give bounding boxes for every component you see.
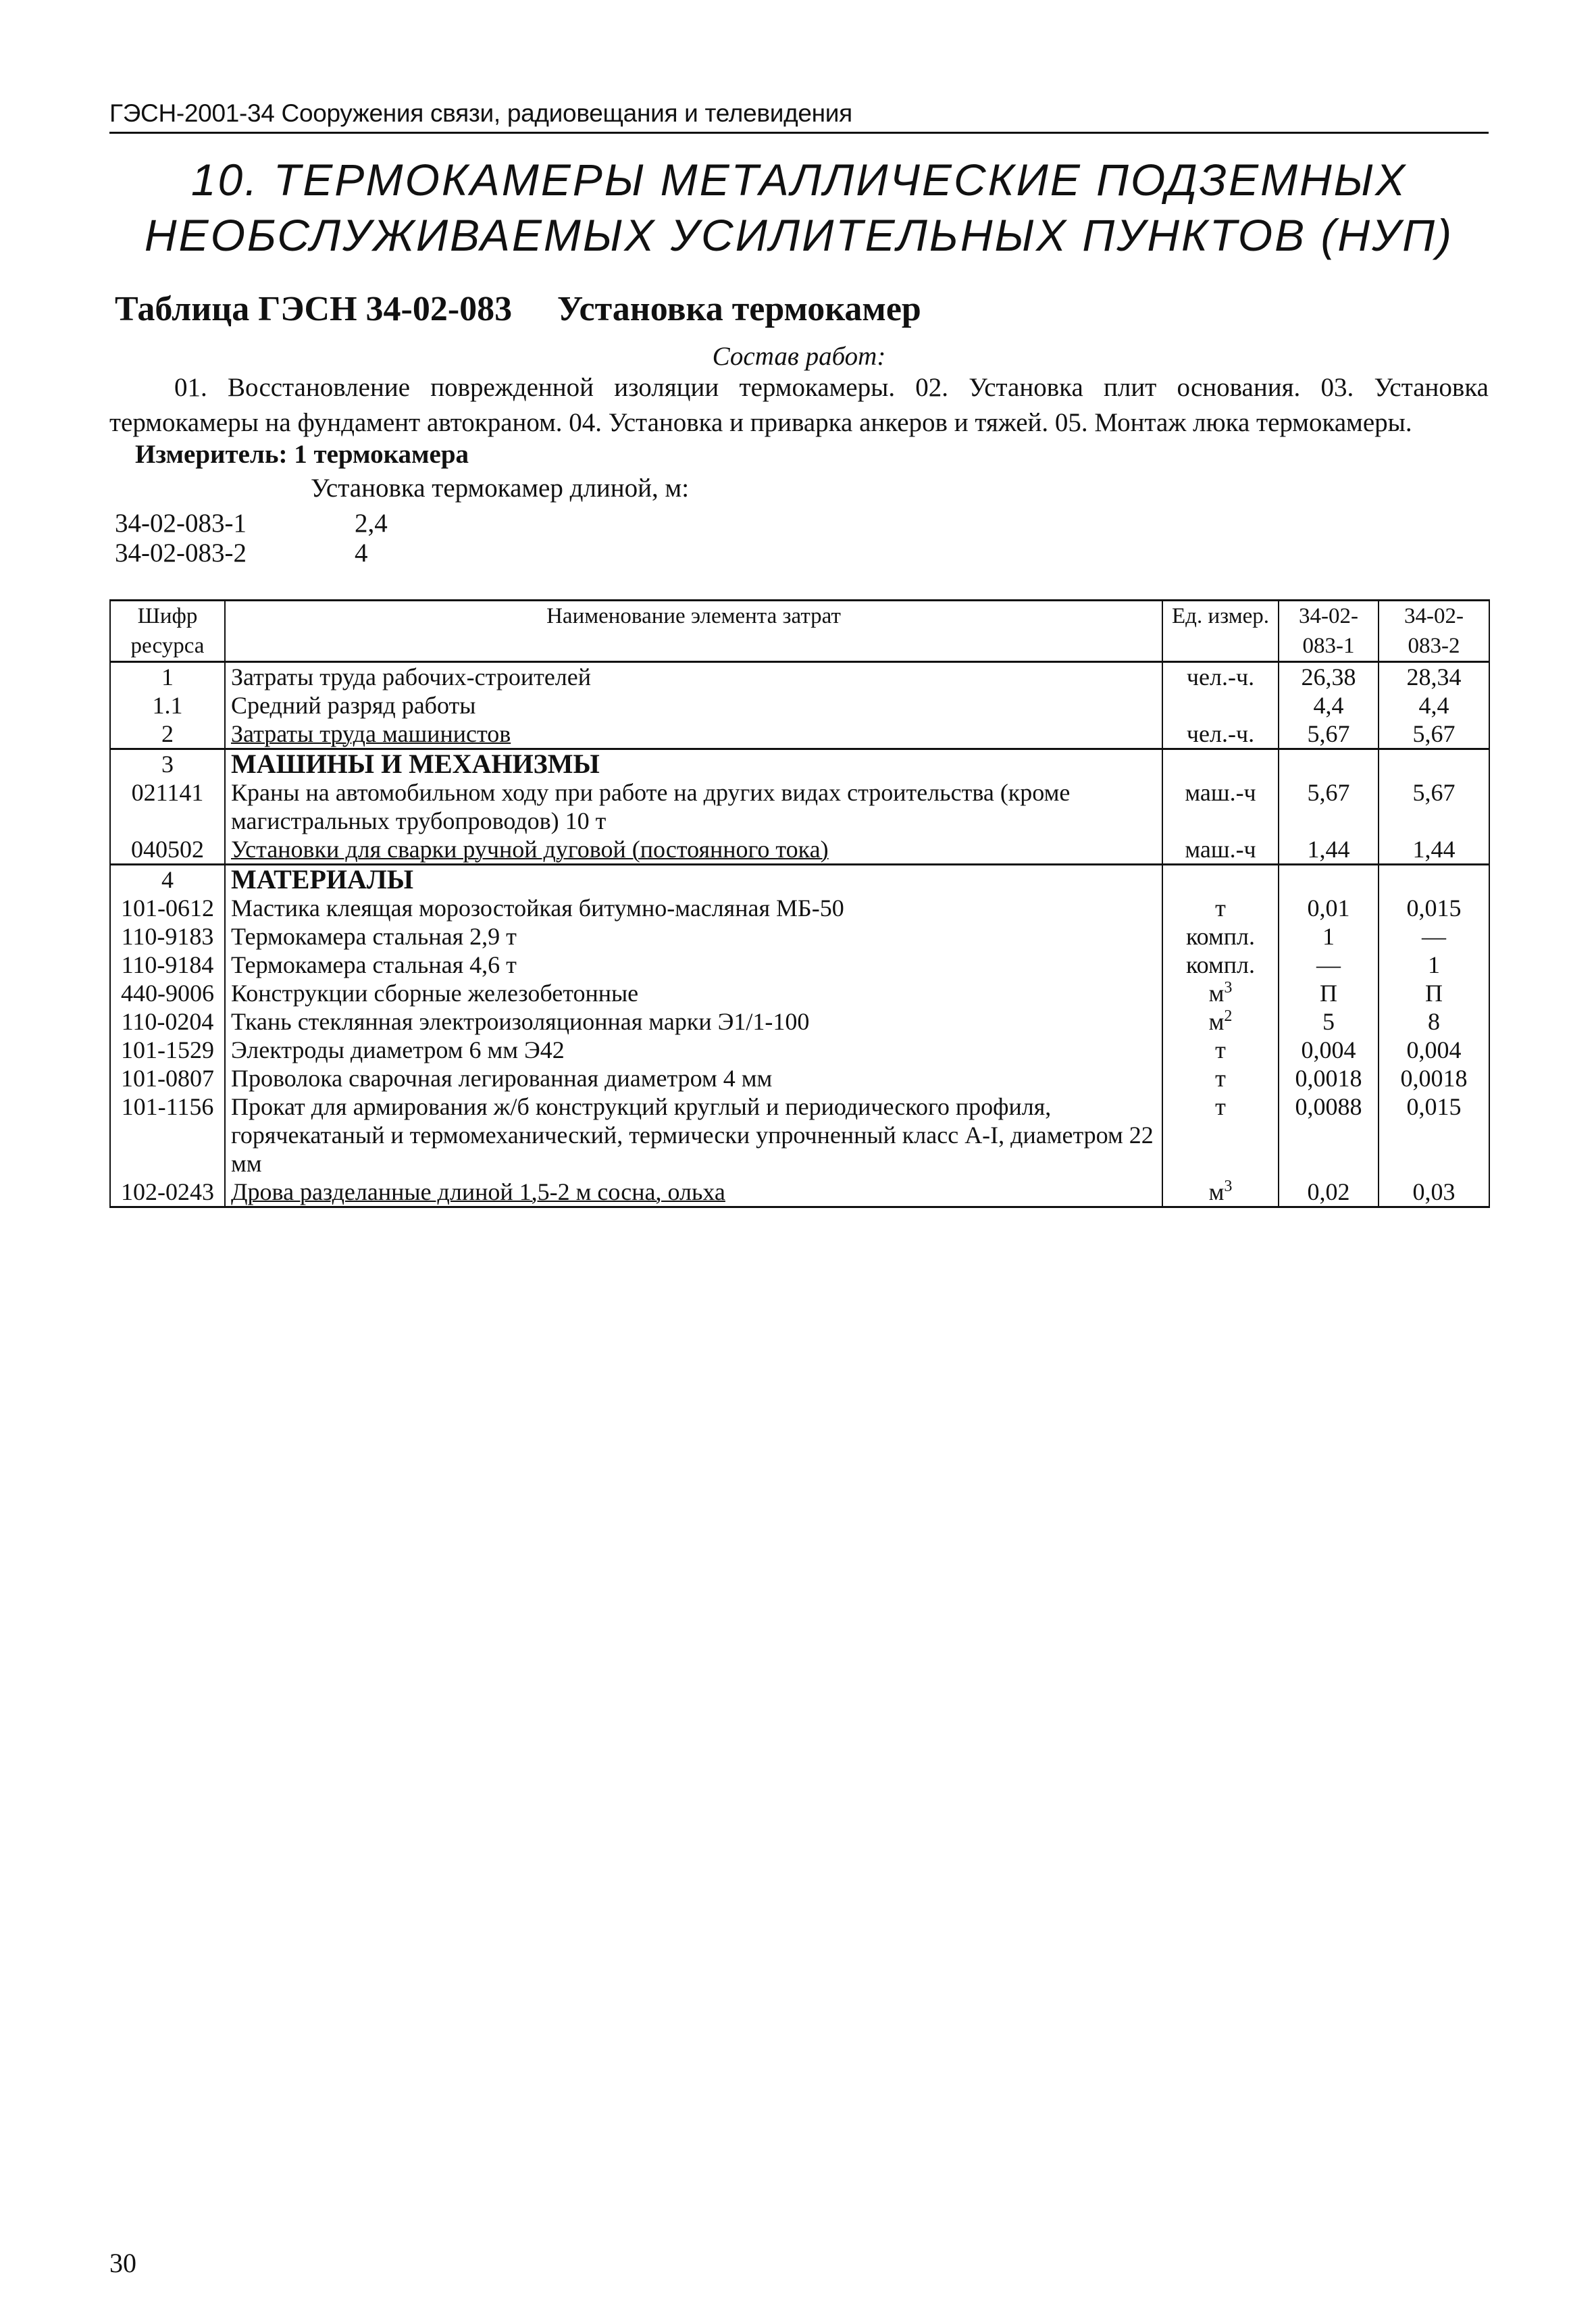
resource-code: 021141 <box>110 778 225 835</box>
value-col-2: 1 <box>1379 951 1489 979</box>
value-col-1: 5,67 <box>1279 720 1379 749</box>
resource-code: 110-9183 <box>110 922 225 951</box>
unit-exponent: 3 <box>1224 1178 1233 1195</box>
value-col-2: 5,67 <box>1379 778 1489 835</box>
resource-code: 101-0612 <box>110 894 225 922</box>
page-number: 30 <box>109 2248 136 2278</box>
resource-unit <box>1162 894 1279 922</box>
value-col-2: 0,03 <box>1379 1178 1489 1207</box>
unit-text: м <box>1208 1008 1225 1035</box>
table-row <box>110 1007 1489 1036</box>
table-header-row <box>110 601 1489 662</box>
value-col-1: 0,02 <box>1279 1178 1379 1207</box>
table-row <box>110 951 1489 979</box>
resource-unit <box>1162 1178 1279 1207</box>
value-col-1: 5,67 <box>1279 778 1379 835</box>
unit-text: м <box>1208 1178 1225 1205</box>
machines-group <box>110 749 1489 865</box>
resource-unit <box>1162 691 1279 720</box>
resource-unit <box>1162 951 1279 979</box>
resource-name: Затраты труда рабочих-строителей <box>225 662 1162 692</box>
table-row <box>110 1092 1489 1178</box>
group-title: МАШИНЫ И МЕХАНИЗМЫ <box>225 749 1162 779</box>
value-col-1: П <box>1279 979 1379 1007</box>
value-col-2: 28,34 <box>1379 662 1489 692</box>
resource-name: Прокат для армирования ж/б конструкций круглый и периодического профиля, горячекатаный и термомеханический, термически упрочненный класс А-I, диаметром 22 мм <box>225 1092 1162 1178</box>
resource-code: 1 <box>110 662 225 692</box>
value-col-1: 26,38 <box>1279 662 1379 692</box>
table-row <box>110 720 1489 749</box>
resource-name: Мастика клеящая морозостойкая битумно-масляная МБ-50 <box>225 894 1162 922</box>
value-col-1: 1 <box>1279 922 1379 951</box>
table-row <box>110 835 1489 865</box>
resource-name: Термокамера стальная 2,9 т <box>225 922 1162 951</box>
resource-name: Краны на автомобильном ходу при работе на других видах строительства (кроме магистральных трубопроводов) 10 т <box>225 778 1162 835</box>
resource-unit <box>1162 1007 1279 1036</box>
resource-unit <box>1162 922 1279 951</box>
unit-text: т <box>1215 1065 1226 1092</box>
value-col-2: 0,015 <box>1379 1092 1489 1178</box>
resource-code: 101-1156 <box>110 1092 225 1178</box>
table-name: Установка термокамер <box>557 290 921 328</box>
variant-code: 34-02-083-1 <box>115 509 247 538</box>
value-col-1: — <box>1279 951 1379 979</box>
value-col-1: 0,004 <box>1279 1036 1379 1064</box>
unit-text: м <box>1208 980 1225 1007</box>
variant-code: 34-02-083-2 <box>115 538 247 568</box>
resource-code: 101-0807 <box>110 1064 225 1092</box>
header-code: Шифр ресурса <box>110 601 225 662</box>
value-col-2: 0,015 <box>1379 894 1489 922</box>
variants-heading: Установка термокамер длиной, м: <box>311 474 690 503</box>
resource-unit: маш.-ч <box>1162 835 1279 865</box>
resource-unit <box>1162 1036 1279 1064</box>
unit-text: компл. <box>1186 951 1255 978</box>
resource-name: Электроды диаметром 6 мм Э42 <box>225 1036 1162 1064</box>
table-row <box>110 894 1489 922</box>
value-col-1: 0,0088 <box>1279 1092 1379 1178</box>
resource-unit <box>1162 1092 1279 1178</box>
unit-text: т <box>1215 895 1226 922</box>
value-col-1: 1,44 <box>1279 835 1379 865</box>
meter-label: Измеритель: 1 термокамера <box>135 440 469 469</box>
resource-unit: чел.-ч. <box>1162 720 1279 749</box>
group-title: МАТЕРИАЛЫ <box>225 865 1162 895</box>
resource-code: 040502 <box>110 835 225 865</box>
resource-unit <box>1162 1064 1279 1092</box>
resource-unit: маш.-ч <box>1162 778 1279 835</box>
resource-unit: чел.-ч. <box>1162 662 1279 692</box>
table-code: Таблица ГЭСН 34-02-083 <box>115 290 513 328</box>
value-col-2: 4,4 <box>1379 691 1489 720</box>
section-title-line-1: 10. ТЕРМОКАМЕРЫ МЕТАЛЛИЧЕСКИЕ ПОДЗЕМНЫХ <box>190 155 1408 205</box>
table-row <box>110 778 1489 835</box>
value-col-2: 1,44 <box>1379 835 1489 865</box>
value-col-2: 0,0018 <box>1379 1064 1489 1092</box>
group-title-row <box>110 865 1489 895</box>
resource-code: 110-0204 <box>110 1007 225 1036</box>
header-col-2: 34-02-083-2 <box>1379 601 1489 662</box>
resource-code: 102-0243 <box>110 1178 225 1207</box>
value-col-2: П <box>1379 979 1489 1007</box>
value-col-1: 5 <box>1279 1007 1379 1036</box>
value-col-1: 0,01 <box>1279 894 1379 922</box>
table-row <box>110 1036 1489 1064</box>
table-row <box>110 1178 1489 1207</box>
materials-group <box>110 865 1489 1207</box>
resource-code: 2 <box>110 720 225 749</box>
header-rule <box>109 132 1489 134</box>
table-row <box>110 922 1489 951</box>
resource-unit <box>1162 979 1279 1007</box>
table-row <box>110 1064 1489 1092</box>
work-composition-text: 01. Восстановление поврежденной изоляции термокамеры. 02. Установка плит основания. 03. Установка термокамеры на фундамент автокраном. 04. Установка и приварка анкеров и тяжей. 05. Монтаж люка термокамеры. <box>109 373 1489 437</box>
resource-cost-table <box>109 599 1490 1208</box>
group-title-row <box>110 749 1489 779</box>
resource-name: Дрова разделанные длиной 1,5-2 м сосна, ольха <box>225 1178 1162 1207</box>
value-col-2: — <box>1379 922 1489 951</box>
section-title-line-2: НЕОБСЛУЖИВАЕМЫХ УСИЛИТЕЛЬНЫХ ПУНКТОВ (НУП) <box>144 210 1454 260</box>
resource-code: 101-1529 <box>110 1036 225 1064</box>
value-col-1: 0,0018 <box>1279 1064 1379 1092</box>
value-col-2: 8 <box>1379 1007 1489 1036</box>
resource-code: 1.1 <box>110 691 225 720</box>
resource-name: Проволока сварочная легированная диаметром 4 мм <box>225 1064 1162 1092</box>
variant-value: 4 <box>355 538 368 568</box>
unit-text: т <box>1215 1093 1226 1120</box>
resource-name: Затраты труда машинистов <box>225 720 1162 749</box>
resource-code: 110-9184 <box>110 951 225 979</box>
unit-text: компл. <box>1186 923 1255 950</box>
resource-name: Средний разряд работы <box>225 691 1162 720</box>
table-row <box>110 979 1489 1007</box>
running-header: ГЭСН-2001-34 Сооружения связи, радиовещания и телевидения <box>109 99 852 127</box>
resource-code: 440-9006 <box>110 979 225 1007</box>
resource-name: Термокамера стальная 4,6 т <box>225 951 1162 979</box>
variant-value: 2,4 <box>355 509 388 538</box>
header-unit: Ед. измер. <box>1162 601 1279 662</box>
resource-name: Ткань стеклянная электроизоляционная марки Э1/1-100 <box>225 1007 1162 1036</box>
value-col-2: 0,004 <box>1379 1036 1489 1064</box>
header-col-1: 34-02-083-1 <box>1279 601 1379 662</box>
table-row <box>110 691 1489 720</box>
resource-name: Конструкции сборные железобетонные <box>225 979 1162 1007</box>
labor-group <box>110 662 1489 749</box>
header-name: Наименование элемента затрат <box>225 601 1162 662</box>
unit-text: т <box>1215 1036 1226 1063</box>
unit-exponent: 2 <box>1224 1007 1233 1025</box>
unit-exponent: 3 <box>1224 979 1233 997</box>
work-composition-heading: Состав работ: <box>712 342 886 371</box>
value-col-2: 5,67 <box>1379 720 1489 749</box>
group-code: 4 <box>110 865 225 895</box>
value-col-1: 4,4 <box>1279 691 1379 720</box>
table-row <box>110 662 1489 692</box>
group-code: 3 <box>110 749 225 779</box>
resource-name: Установки для сварки ручной дуговой (постоянного тока) <box>225 835 1162 865</box>
